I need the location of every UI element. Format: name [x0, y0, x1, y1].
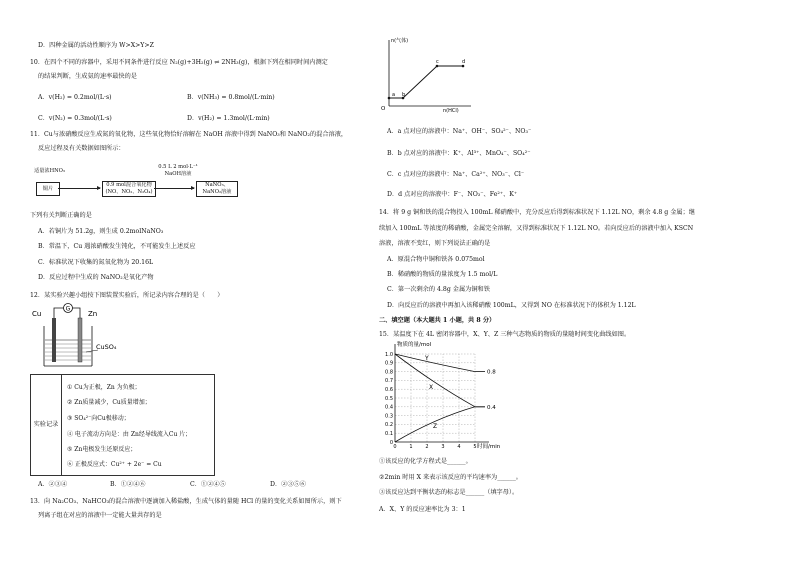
q10-option-d: D．v(H₂) = 1.3mol/(L·min) [187, 115, 270, 122]
q12-option-a: A．②③④ [38, 481, 68, 488]
record-item-6: ⑥ 正极反应式：Cu²⁺ + 2e⁻ = Cu [67, 461, 162, 468]
record-item-4: ④ 电子流动方向是：由 Zn经导线流入Cu 片； [67, 431, 192, 438]
y-tick-label-10: 1.0 [385, 351, 393, 358]
records-header: 实验记录 [31, 375, 62, 475]
end-label-0.8: 0.8 [487, 369, 496, 376]
wire-left [54, 308, 64, 318]
flow-naoh-line1: 0.5 L 2 mol·L⁻¹ [158, 164, 198, 170]
x-tick-label-5: 5 [473, 444, 477, 450]
q10-option-a: A．v(H₂) = 0.2mol/(L·s) [38, 94, 112, 101]
q10-stem-line2: 的结果判断，生成氨的速率最快的是 [38, 73, 137, 80]
record-item-2: ② Zn质量减少，Cu质量增加； [67, 399, 151, 406]
wire-right [72, 308, 80, 318]
q11-option-b: B．常温下，Cu 遇浓硝酸发生钝化，不可能发生上述反应 [38, 243, 196, 250]
q14-option-c: C．第一次剩余的 4.8g 金属为铜和铁 [387, 286, 490, 293]
cu-electrode [52, 318, 56, 362]
q14-option-a: A．原混合物中铜和铁各 0.075mol [387, 256, 485, 263]
q15-part1: ①该反应的化学方程式是______。 [379, 458, 472, 465]
q13-stem-line2: 列离子组在对应的溶液中一定能大量共存的是 [38, 512, 162, 519]
solution-hatching [45, 340, 91, 360]
q9-option-d: D．四种金属的活动性顺序为 W>X>Y>Z [38, 42, 154, 49]
graph1-label-a: a [392, 92, 396, 98]
q14-stem-line1: 14．将 9 g 铜和铁的混合物投入 100mL 稀硝酸中，充分反应后得到标准状况下 1.12L NO，剩余 4.8 g 金属；继 [379, 209, 695, 216]
flow-reagent-label: 适量浓HNO₃ [34, 168, 65, 174]
q11-option-a: A．若铜片为 51.2g，则生成 0.2molNaNO₃ [38, 228, 164, 235]
zn-electrode [78, 318, 82, 362]
y-tick-label-8: 0.8 [385, 369, 393, 376]
q14-stem-line2: 续加入 100mL 等浓度的稀硝酸，金属完全溶解，又得到标准状况下 1.12L NO。若向反应后的溶液中加入 KSCN [379, 225, 694, 232]
graph1-xlabel: n(HCl) [443, 108, 459, 114]
galvanometer-label: G [65, 305, 71, 313]
q11-stem-line2: 反应过程及有关数据如图所示： [38, 145, 125, 152]
flow-arrow-1 [58, 188, 100, 189]
x-tick-label-3: 3 [441, 444, 445, 450]
q14-option-b: B．稀硝酸的物质的量浓度为 1.5 mol/L [387, 271, 498, 278]
flow-naoh-label [154, 164, 202, 177]
q11-option-c: C．标准状况下收集的氮氧化物为 20.16L [38, 259, 154, 266]
q12-option-c: C．①②④⑤ [190, 481, 226, 488]
record-item-1: ① Cu为正极，Zn 为负极； [67, 384, 141, 391]
q14-stem-line3: 溶液，溶液不变红，则下列说法正确的是 [379, 240, 491, 247]
q13-option-a: A．a 点对应的溶液中：Na⁺、OH⁻、SO₄²⁻、NO₃⁻ [387, 128, 532, 135]
graph1-ylabel: n(气体) [391, 38, 409, 44]
graph1-origin: O [381, 106, 386, 112]
flow-box-copper [36, 182, 60, 196]
mol-vs-time-chart [377, 338, 507, 452]
y-tick-label-3: 0.3 [385, 413, 393, 420]
flow-box-solution [196, 181, 238, 197]
section-2-heading: 二、填空题（本大题共 1 小题，共 8 分） [379, 317, 496, 324]
record-item-5: ⑤ Zn电极发生还原反应； [67, 446, 137, 453]
y-tick-label-0: 0 [389, 439, 393, 446]
q10-option-b: B．v(NH₃) = 0.8mol/(L·min) [187, 94, 275, 101]
experiment-records-table [30, 374, 215, 476]
y-tick-label-6: 0.6 [385, 387, 393, 393]
flow-arrow-2 [154, 188, 194, 189]
graph1-label-d: d [462, 59, 466, 65]
y-axis-label: 物质的量/mol [397, 342, 432, 348]
q13-option-b: B．b 点对应的溶液中：K⁺、Al³⁺、MnO₄⁻、SO₄²⁻ [387, 150, 531, 157]
q12-option-b: B．①②④⑥ [110, 481, 146, 488]
q15-option-a: A．X、Y 的反应速率比为 3：1 [379, 506, 466, 513]
graph1-point-c [436, 65, 439, 68]
graph1-point-a [388, 97, 391, 100]
y-tick-label-4: 0.4 [385, 404, 393, 411]
end-label-0.4: 0.4 [487, 404, 496, 411]
record-item-3: ③ SO₄²⁻向Cu极移动； [67, 415, 130, 422]
x-tick-label-2: 2 [425, 444, 429, 450]
series-label-Y: Y [425, 355, 429, 363]
series-label-Z: Z [433, 422, 438, 430]
y-tick-label-1: 0.1 [385, 431, 393, 437]
q15-stem: 15．某温度下在 4L 密闭容器中，X、Y、Z 三种气态物质的物质的量随时间变化曲线如图。 [379, 331, 631, 338]
graph1-point-d [462, 65, 465, 68]
graph1-label-b: b [402, 92, 406, 98]
gas-vs-hcl-graph [379, 36, 475, 114]
x-tick-label-0: 0 [393, 444, 397, 450]
graph1-label-c: c [436, 59, 439, 65]
flow-box-oxides-line2: (NO、NO₂、N₂O₄) [105, 188, 153, 195]
y-tick-label-9: 0.9 [385, 360, 393, 367]
graph1-curve [389, 66, 463, 98]
y-tick-label-7: 0.7 [385, 378, 393, 385]
x-tick-label-1: 1 [409, 444, 413, 450]
zn-label: Zn [88, 310, 98, 318]
q15-part2: ②2min 时用 X 来表示该反应的平均速率为______。 [379, 474, 522, 481]
q10-stem-line1: 10．在四个不同的容器中，采用不同条件进行反应 N₂(g)+3H₂(g) ⇌ 2NH₃(g)，根据下列在相同时间内测定 [30, 59, 328, 66]
q13-option-d: D．d 点对应的溶液中：F⁻、NO₃⁻、Fe²⁺、K⁺ [387, 191, 518, 198]
flow-box-oxides-line1: 0.9 mol混合氧化物 [106, 182, 152, 188]
q12-option-d: D．②③⑤⑥ [270, 481, 306, 488]
q11-stem-line1: 11．Cu与浓硝酸反应生成氮的氧化物，这些氧化物恰好溶解在 NaOH 溶液中得到 NaNO₃和 NaNO₂的混合溶液， [30, 131, 348, 138]
q13-stem-line1: 13．向 Na₂CO₃、NaHCO₃的混合溶液中逐滴加入稀盐酸，生成气体的量随 HCl 的量的变化关系如图所示，则下 [30, 498, 342, 505]
flow-box-solution-line1: NaNO₃、 [205, 182, 229, 188]
q11-option-d: D．反应过程中生成的 NaNO₂是氧化产物 [38, 274, 154, 281]
solution-label: CuSO₄ [96, 343, 117, 351]
y-tick-label-2: 0.2 [385, 422, 393, 429]
flow-box-oxides [102, 181, 156, 197]
q13-option-c: C．c 点对应的溶液中：Na⁺、Ca²⁺、NO₃⁻、Cl⁻ [387, 171, 525, 178]
x-tick-label-4: 4 [457, 444, 461, 450]
galvanic-cell-diagram [30, 300, 120, 378]
q14-option-d: D．向反应后的溶液中再加入该稀硝酸 100mL，又得到 NO 在标准状况下的体积为 1.12L [387, 302, 636, 309]
flow-box-copper-text: 铜片 [42, 186, 54, 192]
series-label-X: X [429, 384, 434, 392]
q10-option-c: C．v(N₂) = 0.3mol/(L·s) [38, 115, 112, 122]
q12-stem: 12．某实验兴趣小组按下图装置实验后，所记录内容合理的是（ ） [30, 292, 224, 299]
q11-question: 下列有关判断正确的是 [30, 212, 92, 219]
x-axis-label: 时间/min [477, 444, 501, 450]
flow-naoh-line2: NaOH溶液 [164, 170, 192, 177]
q15-part3: ③该反应达到平衡状态的标志是______（填字母）。 [379, 489, 519, 496]
y-tick-label-5: 0.5 [385, 395, 393, 402]
cu-label: Cu [32, 310, 42, 318]
flow-box-solution-line2: NaNO₂溶液 [202, 188, 232, 195]
